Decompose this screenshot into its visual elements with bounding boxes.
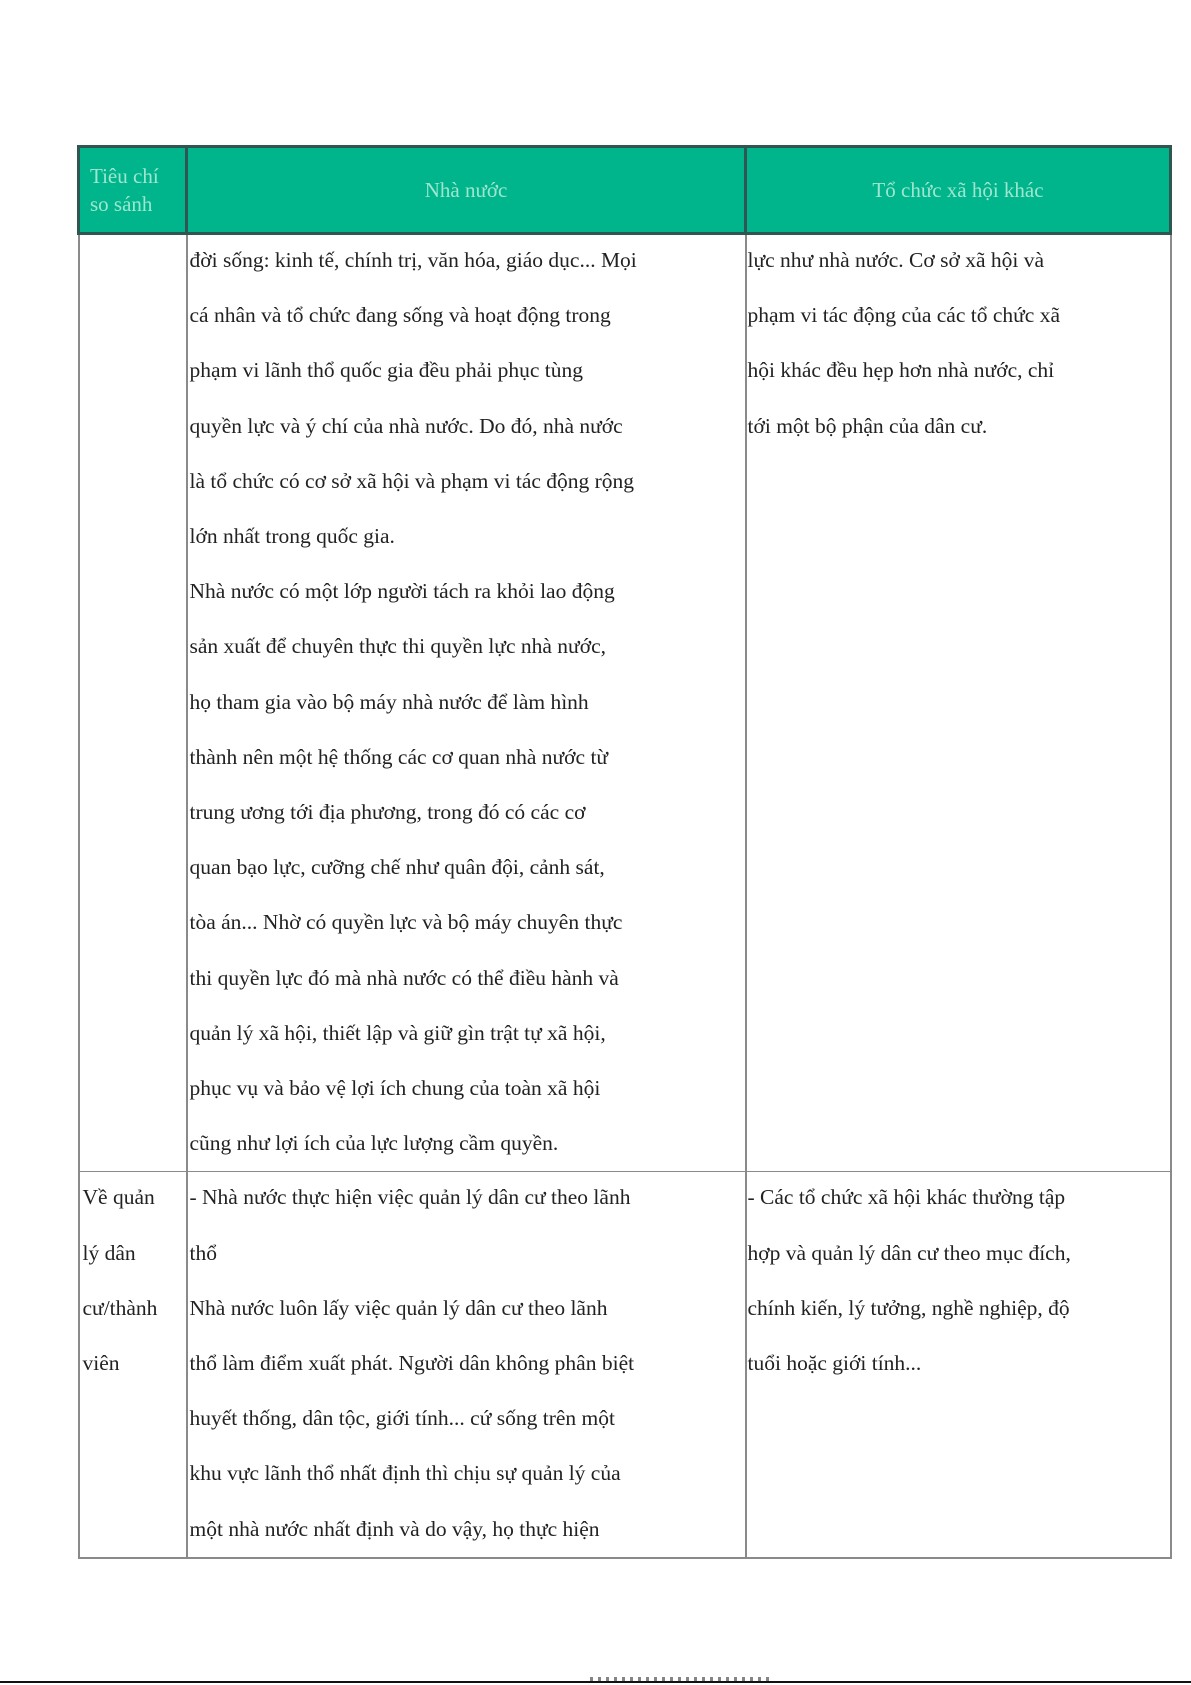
other-cell	[746, 234, 1171, 1172]
text-line: lực như nhà nước. Cơ sở xã hội và	[747, 248, 1045, 272]
text-line: lý dân	[82, 1240, 136, 1265]
text-line: thành nên một hệ thống các cơ quan nhà nước từ	[189, 744, 609, 769]
text-line: họ tham gia vào bộ máy nhà nước để làm hình	[189, 689, 589, 714]
text-line: hội khác đều hẹp hơn nhà nước, chỉ	[747, 358, 1055, 383]
text-line: trung ương tới địa phương, trong đó có các cơ	[189, 800, 586, 825]
header-other-organizations: Tổ chức xã hội khác	[746, 147, 1171, 234]
text-line: tòa án... Nhờ có quyền lực và bộ máy chuyên thực	[189, 910, 623, 935]
state-cell	[187, 1172, 746, 1558]
text-line: tuổi hoặc giới tính...	[747, 1351, 922, 1376]
header-state: Nhà nước	[187, 147, 746, 234]
text-line: phục vụ và bảo vệ lợi ích chung của toàn xã hội	[189, 1076, 601, 1101]
criteria-cell	[79, 234, 187, 1172]
text-line: chính kiến, lý tưởng, nghề nghiệp, độ	[747, 1295, 1070, 1320]
comparison-table	[77, 145, 1172, 1559]
text-line: phạm vi tác động của các tổ chức xã	[747, 303, 1061, 328]
table-header-row	[79, 147, 1171, 234]
text-line: huyết thống, dân tộc, giới tính... cứ sống trên một	[189, 1406, 615, 1431]
text-line: cư/thành	[82, 1295, 158, 1320]
text-line: hợp và quản lý dân cư theo mục đích,	[747, 1240, 1071, 1265]
text-line: Về quản	[82, 1185, 155, 1210]
text-line: một nhà nước nhất định và do vậy, họ thực hiện	[189, 1516, 600, 1541]
text-line: đời sống: kinh tế, chính trị, văn hóa, giáo dục... Mọi	[189, 248, 637, 272]
text-line: là tổ chức có cơ sở xã hội và phạm vi tác động rộng	[189, 468, 635, 493]
text-line: khu vực lãnh thổ nhất định thì chịu sự quản lý của	[189, 1461, 621, 1486]
text-line: thi quyền lực đó mà nhà nước có thể điều hành và	[189, 965, 619, 990]
text-line: thổ	[189, 1240, 217, 1265]
text-line: viên	[82, 1351, 120, 1376]
header-criteria	[79, 147, 187, 234]
text-line: - Các tổ chức xã hội khác thường tập	[747, 1185, 1066, 1210]
text-line: sản xuất để chuyên thực thi quyền lực nhà nước,	[189, 634, 606, 659]
text-line: phạm vi lãnh thổ quốc gia đều phải phục tùng	[189, 358, 583, 383]
header-criteria-line: so sánh	[90, 192, 153, 216]
other-cell-lines	[748, 233, 1170, 454]
text-line: cá nhân và tổ chức đang sống và hoạt động trong	[189, 303, 611, 328]
text-line: quản lý xã hội, thiết lập và giữ gìn trật tự xã hội,	[189, 1020, 606, 1045]
state-cell-lines	[190, 1170, 745, 1556]
text-line: - Nhà nước thực hiện việc quản lý dân cư theo lãnh	[189, 1185, 631, 1210]
other-cell-lines	[748, 1170, 1170, 1391]
text-line: quyền lực và ý chí của nhà nước. Do đó, nhà nước	[189, 413, 623, 438]
text-line: quan bạo lực, cưỡng chế như quân đội, cảnh sát,	[189, 855, 605, 880]
other-cell	[746, 1172, 1171, 1558]
text-line: Nhà nước có một lớp người tách ra khỏi lao động	[189, 579, 615, 604]
header-criteria-line: Tiêu chí	[90, 164, 159, 188]
text-line: cũng như lợi ích của lực lượng cầm quyền.	[189, 1131, 559, 1156]
criteria-cell	[79, 1172, 187, 1558]
table-row	[79, 234, 1171, 1172]
page-bottom-rule	[0, 1681, 1191, 1683]
state-cell-lines	[190, 233, 745, 1171]
criteria-cell-lines	[83, 1170, 186, 1391]
table-row	[79, 1172, 1171, 1558]
state-cell	[187, 234, 746, 1172]
text-line: lớn nhất trong quốc gia.	[189, 524, 395, 549]
text-line: thổ làm điểm xuất phát. Người dân không phân biệt	[189, 1351, 635, 1376]
text-line: tới một bộ phận của dân cư.	[747, 413, 988, 438]
text-line: Nhà nước luôn lấy việc quản lý dân cư theo lãnh	[189, 1295, 608, 1320]
